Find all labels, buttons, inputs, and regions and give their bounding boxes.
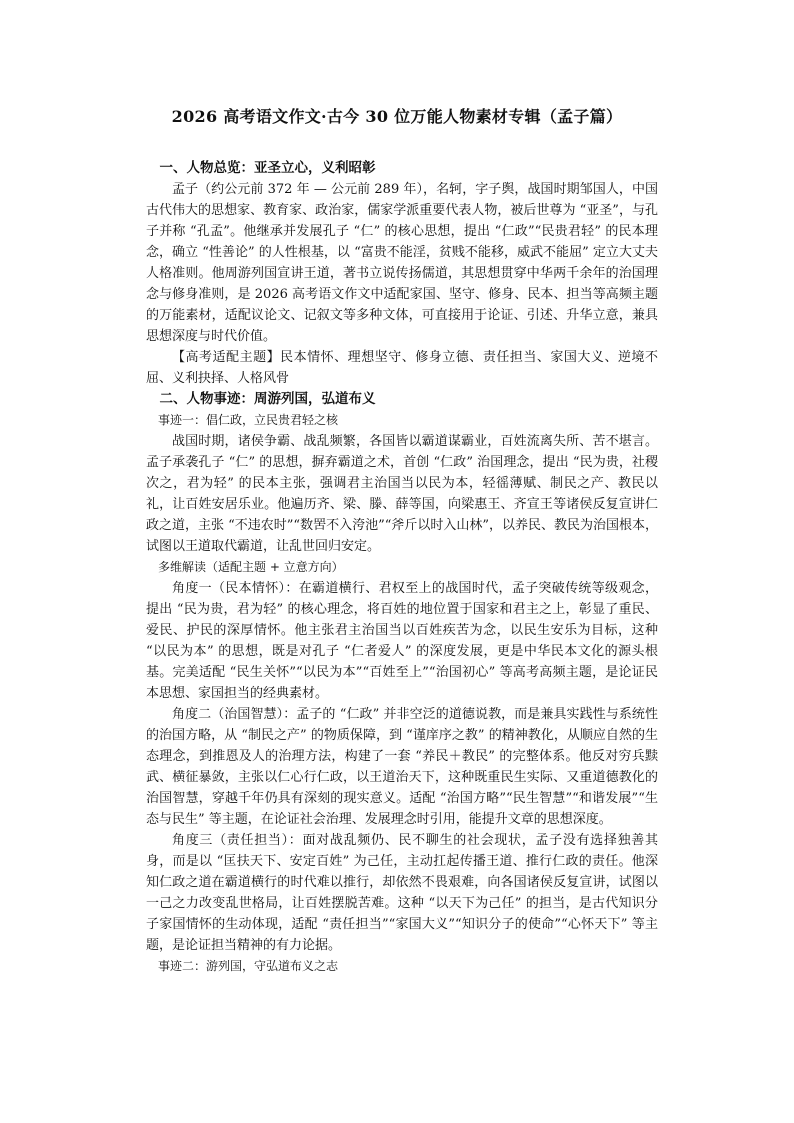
document-title: 2026 高考语文作文·古今 30 位万能人物素材专辑（孟子篇） [171, 107, 623, 126]
deed1-heading: 事迹一：倡仁政，立民贵君轻之核 [158, 413, 339, 427]
themes-paragraph: 【高考适配主题】民本情怀、理想坚守、修身立德、责任担当、家国大义、逆境不屈、义利抉择、人格风骨 [146, 350, 658, 386]
section-heading-overview: 一、人物总览：亚圣立心，义利昭彰 [159, 160, 376, 176]
multi-angle-heading: 多维解读（适配主题 + 立意方向） [158, 560, 344, 574]
overview-paragraph: 孟子（约公元前 372 年 — 公元前 289 年），名轲，字子舆，战国时期邹国人，中国古代伟大的思想家、教育家、政治家，儒家学派重要代表人物，被后世尊为 “亚圣”，与孔子并称 “孔孟”。他继承并发展孔子 “仁” 的核心思想，提出 “仁政”“民贵君轻” 的民本理念，确立 “性善论” 的人性根基，以 “富贵不能淫，贫贱不能移，威武不能屈” 定立大丈夫人格准则。他周游列国宣讲王道，著书立说传扬儒道，其思想贯穿中华两千余年的治国理念与修身准则，是 2026 高考语文作文中适配家国、坚守、修身、民本、担当等高频主题的万能素材，适配议论文、记叙文等多种文体，可直接用于论证、引述、升华立意，兼具思想深度与时代价值。 [146, 182, 658, 344]
deed2-heading: 事迹二：游列国，守弘道布义之志 [158, 959, 339, 973]
angle3-paragraph: 角度三（责任担当）：面对战乱频仍、民不聊生的社会现状，孟子没有选择独善其身，而是以 “匡扶天下、安定百姓” 为己任，主动扛起传播王道、推行仁政的责任。他深知仁政之道在霸道横行的时代难以推行，却依然不畏艰难，向各国诸侯反复宣讲，试图以一己之力改变乱世格局，让百姓摆脱苦难。这种 “以天下为己任” 的担当，是古代知识分子家国情怀的生动体现，适配 “责任担当”“家国大义”“知识分子的使命”“心怀天下” 等主题，是论证担当精神的有力论据。 [146, 833, 658, 953]
angle2-paragraph: 角度二（治国智慧）：孟子的 “仁政” 并非空泛的道德说教，而是兼具实践性与系统性的治国方略，从 “制民之产” 的物质保障，到 “谨庠序之教” 的精神教化，从顺应自然的生态理念，到推恩及人的治理方法，构建了一套 “养民＋教民” 的完整体系。他反对穷兵黩武、横征暴敛，主张以仁心行仁政，以王道治天下，这种既重民生实际、又重道德教化的治国智慧，穿越千年仍具有深刻的现实意义。适配 “治国方略”“民生智慧”“和谐发展”“生态与民生” 等主题，在论证社会治理、发展理念时引用，能提升文章的思想深度。 [146, 707, 658, 827]
section-heading-deeds: 二、人物事迹：周游列国，弘道布义 [159, 391, 376, 407]
angle1-paragraph: 角度一（民本情怀）：在霸道横行、君权至上的战国时代，孟子突破传统等级观念，提出 “民为贵，君为轻” 的核心理念，将百姓的地位置于国家和君主之上，彰显了重民、爱民、护民的深厚情怀。他主张君主治国当以百姓疾苦为念，以民生安乐为目标，这种 “以民为本” 的思想，既是对孔子 “仁者爱人” 的深度发展，更是中华民本文化的源头根基。完美适配 “民生关怀”“以民为本”“百姓至上”“治国初心” 等高考高频主题，是论证民本思想、家国担当的经典素材。 [146, 581, 658, 701]
deed1-paragraph: 战国时期，诸侯争霸、战乱频繁，各国皆以霸道谋霸业，百姓流离失所、苦不堪言。孟子承袭孔子 “仁” 的思想，摒弃霸道之术，首创 “仁政” 治国理念，提出 “民为贵，社稷次之，君为轻” 的民本主张，强调君主治国当以民为本，轻徭薄赋、制民之产、教民以礼，让百姓安居乐业。他遍历齐、梁、滕、薛等国，向梁惠王、齐宣王等诸侯反复宣讲仁政之道，主张 “不违农时”“数罟不入洿池”“斧斤以时入山林”，以养民、教民为治国根本，试图以王道取代霸道，让乱世回归安定。 [146, 434, 659, 554]
document-body [146, 158, 658, 977]
